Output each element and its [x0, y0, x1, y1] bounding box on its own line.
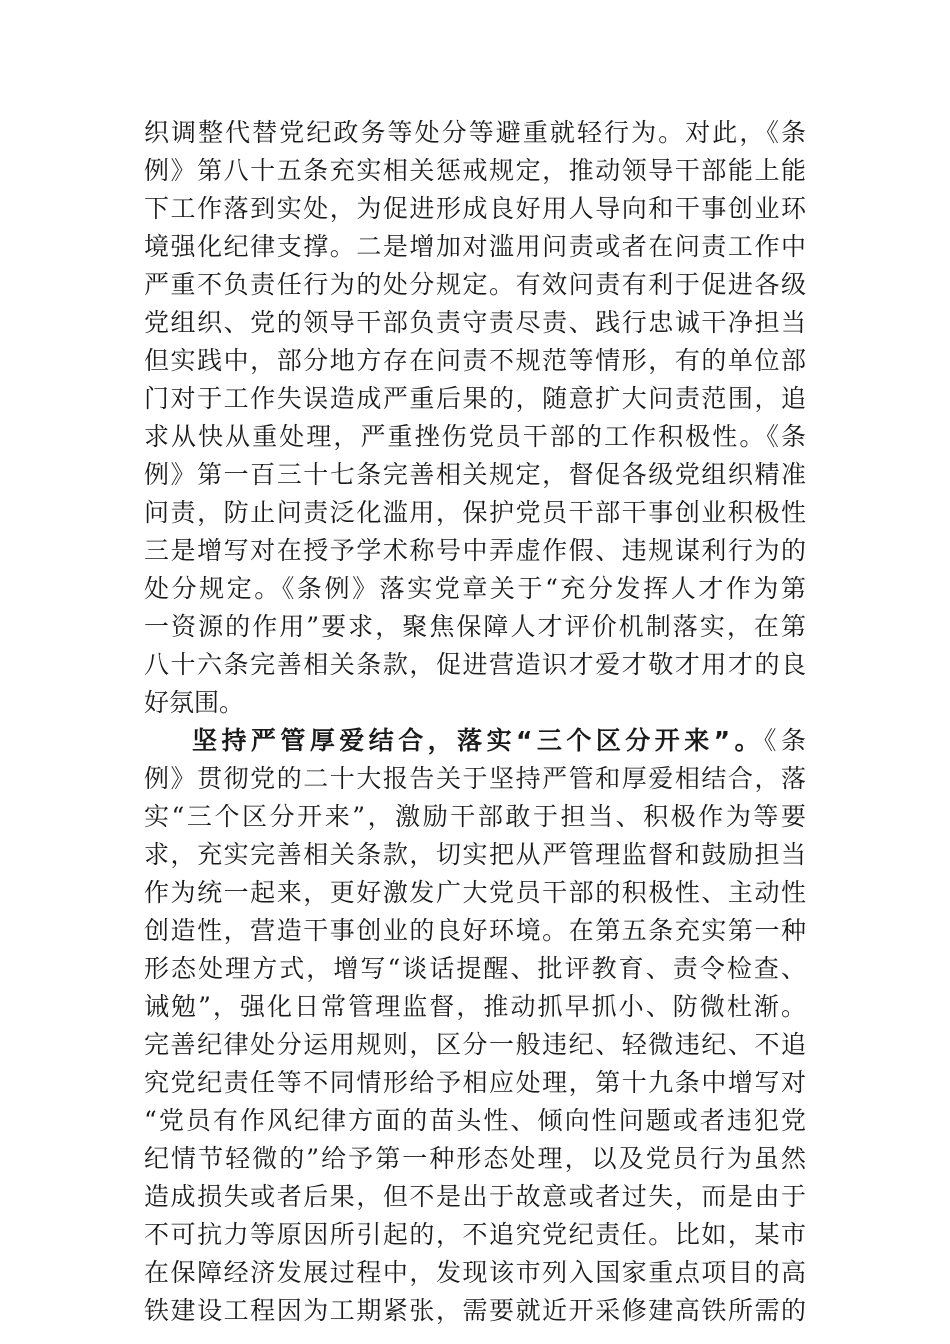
paragraph-1-line: 三是增写对在授予学术称号中弄虚作假、违规谋利行为的 [144, 536, 806, 565]
paragraph-1-line: 但实践中，部分地方存在问责不规范等情形，有的单位部 [144, 346, 806, 375]
paragraph-1-line: 八十六条完善相关条款，促进营造识才爱才敬才用才的良 [144, 650, 806, 679]
paragraph-2-line: 纪情节轻微的”给予第一种形态处理，以及党员行为虽然 [144, 1144, 806, 1173]
paragraph-2-line: 作为统一起来，更好激发广大党员干部的积极性、主动性 [144, 878, 806, 907]
paragraph-1-line: 处分规定。《条例》落实党章关于“充分发挥人才作为第 [144, 574, 806, 603]
paragraph-1-line: 织调整代替党纪政务等处分等避重就轻行为。对此，《条 [144, 118, 806, 147]
paragraph-2-line: “党员有作风纪律方面的苗头性、倾向性问题或者违犯党 [144, 1106, 806, 1135]
paragraph-2-line: 实“三个区分开来”，激励干部敢于担当、积极作为等要 [144, 802, 806, 831]
paragraph-1-line: 求从快从重处理，严重挫伤党员干部的工作积极性。《条 [144, 422, 806, 451]
paragraph-2-line: 诫勉”，强化日常管理监督，推动抓早抓小、防微杜渐。 [144, 992, 806, 1021]
paragraph-2-line: 例》贯彻党的二十大报告关于坚持严管和厚爱相结合，落 [144, 764, 806, 793]
paragraph-1-line: 门对于工作失误造成严重后果的，随意扩大问责范围，追 [144, 384, 806, 413]
paragraph-2-line: 完善纪律处分运用规则，区分一般违纪、轻微违纪、不追 [144, 1030, 806, 1059]
paragraph-2-line: 不可抗力等原因所引起的，不追究党纪责任。比如，某市 [144, 1220, 806, 1249]
paragraph-2-first-line [192, 722, 806, 760]
paragraph-2-line: 造成损失或者后果，但不是出于故意或者过失，而是由于 [144, 1182, 806, 1211]
paragraph-1-line: 党组织、党的领导干部负责守责尽责、践行忠诚干净担当 [144, 308, 806, 337]
paragraph-2-line: 在保障经济发展过程中，发现该市列入国家重点项目的高 [144, 1258, 806, 1287]
paragraph-heading: 坚持严管厚爱结合，落实“三个区分开来”。 [192, 726, 765, 755]
paragraph-1-line: 一资源的作用”要求，聚焦保障人才评价机制落实，在第 [144, 612, 806, 641]
paragraph-2-first-line-rest: 《条 [764, 726, 806, 755]
paragraph-1-line: 好氛围。 [144, 688, 245, 717]
paragraph-1-line: 问责，防止问责泛化滥用，保护党员干部干事创业积极性 [144, 498, 806, 527]
paragraph-1-line: 例》第八十五条充实相关惩戒规定，推动领导干部能上能 [144, 156, 806, 185]
paragraph-1-line: 境强化纪律支撑。二是增加对滥用问责或者在问责工作中 [144, 232, 806, 261]
paragraph-1-line: 例》第一百三十七条完善相关规定，督促各级党组织精准 [144, 460, 806, 489]
paragraph-2-line: 形态处理方式，增写“谈话提醒、批评教育、责令检查、 [144, 954, 806, 983]
paragraph-2-line: 求，充实完善相关条款，切实把从严管理监督和鼓励担当 [144, 840, 806, 869]
paragraph-2-line: 创造性，营造干事创业的良好环境。在第五条充实第一种 [144, 916, 806, 945]
paragraph-1-line: 严重不负责任行为的处分规定。有效问责有利于促进各级 [144, 270, 806, 299]
paragraph-2-line: 究党纪责任等不同情形给予相应处理，第十九条中增写对 [144, 1068, 806, 1097]
paragraph-1-line: 下工作落到实处，为促进形成良好用人导向和干事创业环 [144, 194, 806, 223]
paragraph-2-line: 铁建设工程因为工期紧张，需要就近开采修建高铁所需的 [144, 1296, 806, 1325]
